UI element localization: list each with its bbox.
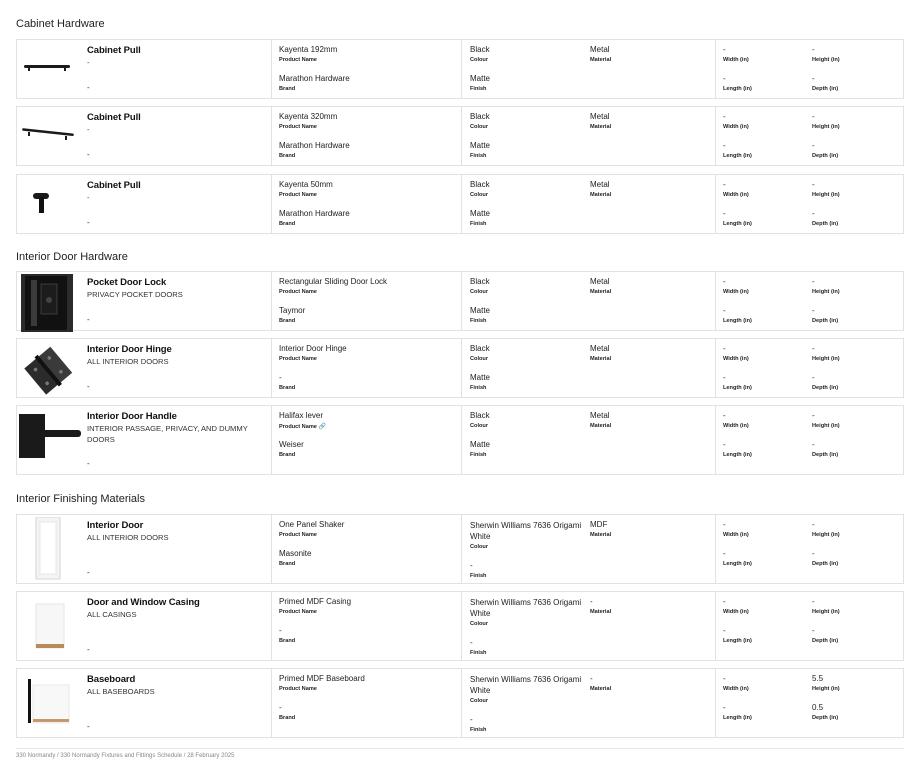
height-label: Height (in) [812, 192, 840, 198]
lever-handle-icon-graphic [19, 408, 81, 466]
finish-value: Matte [470, 440, 491, 449]
column-divider [715, 406, 716, 474]
length-value: - [723, 440, 726, 449]
height-label: Height (in) [812, 57, 840, 63]
column-divider [715, 40, 716, 98]
material-value: Metal [590, 180, 610, 189]
brand-value: Taymor [279, 306, 306, 315]
height-label: Height (in) [812, 124, 840, 130]
material-label: Material [590, 686, 612, 692]
item-location: ALL CASINGS [87, 610, 137, 619]
column-divider [715, 592, 716, 660]
item-name: Cabinet Pull [87, 45, 141, 56]
column-divider [461, 406, 462, 474]
product-name-label: Product Name [279, 124, 317, 130]
item-notes: - [87, 568, 90, 577]
column-divider [461, 592, 462, 660]
length-value: - [723, 549, 726, 558]
schedule-item-card[interactable] [16, 668, 904, 738]
width-value: - [723, 277, 726, 286]
colour-value: Black [470, 277, 490, 286]
height-value: - [812, 112, 815, 121]
finish-label: Finish [470, 221, 487, 227]
length-label: Length (in) [723, 318, 752, 324]
brand-label: Brand [279, 561, 296, 567]
colour-value: Black [470, 344, 490, 353]
material-value: Metal [590, 112, 610, 121]
product-thumbnail [19, 42, 81, 94]
colour-value: Black [470, 411, 490, 420]
brand-value: Marathon Hardware [279, 74, 350, 83]
colour-label: Colour [470, 698, 489, 704]
item-notes: - [87, 645, 90, 654]
product-thumbnail [19, 274, 81, 332]
depth-label: Depth (in) [812, 153, 839, 159]
product-name-value: Kayenta 50mm [279, 180, 333, 189]
item-location: - [87, 193, 90, 202]
section-title: Interior Finishing Materials [16, 493, 145, 505]
material-label: Material [590, 57, 612, 63]
width-label: Width (in) [723, 686, 749, 692]
shaker-door-icon [19, 517, 81, 581]
column-divider [271, 592, 272, 660]
material-value: Metal [590, 411, 610, 420]
brand-label: Brand [279, 452, 296, 458]
height-value: - [812, 597, 815, 606]
schedule-item-card[interactable] [16, 514, 904, 584]
colour-value: Black [470, 112, 490, 121]
baseboard-icon-graphic [19, 671, 81, 735]
height-value: - [812, 411, 815, 420]
material-label: Material [590, 192, 612, 198]
product-thumbnail [19, 594, 81, 658]
hinge-icon [19, 341, 81, 399]
product-name-value: Kayenta 192mm [279, 45, 338, 54]
height-label: Height (in) [812, 686, 840, 692]
baseboard-icon [19, 671, 81, 735]
item-location: ALL BASEBOARDS [87, 687, 155, 696]
column-divider [271, 406, 272, 474]
finish-label: Finish [470, 650, 487, 656]
colour-label: Colour [470, 289, 489, 295]
item-notes: - [87, 218, 90, 227]
column-divider [715, 669, 716, 737]
knob-pull-icon [19, 177, 81, 229]
product-name-value: Halifax lever [279, 411, 324, 420]
depth-label: Depth (in) [812, 452, 839, 458]
height-label: Height (in) [812, 289, 840, 295]
column-divider [271, 515, 272, 583]
section-title: Interior Door Hardware [16, 251, 128, 263]
finish-value: Matte [470, 373, 491, 382]
width-label: Width (in) [723, 289, 749, 295]
column-divider [271, 175, 272, 233]
brand-label: Brand [279, 221, 296, 227]
product-thumbnail [19, 408, 81, 466]
product-name-label: Product Name [279, 686, 317, 692]
footer-divider [16, 748, 904, 749]
item-notes: - [87, 315, 90, 324]
short-bar-pull-icon [19, 42, 81, 94]
finish-value: Matte [470, 141, 491, 150]
colour-label: Colour [470, 57, 489, 63]
item-name: Door and Window Casing [87, 597, 200, 608]
item-notes: - [87, 150, 90, 159]
item-location: INTERIOR PASSAGE, PRIVACY, AND DUMMY DOORS [87, 424, 248, 444]
product-name-label-text: Product Name [279, 424, 317, 430]
length-label: Length (in) [723, 561, 752, 567]
length-label: Length (in) [723, 638, 752, 644]
column-divider [271, 669, 272, 737]
material-value: MDF [590, 520, 608, 529]
short-bar-pull-icon-graphic [19, 42, 81, 94]
column-divider [715, 339, 716, 397]
product-name-label [279, 423, 326, 430]
depth-value: - [812, 373, 815, 382]
material-value: - [590, 674, 593, 683]
colour-label: Colour [470, 124, 489, 130]
product-name-value: Kayenta 320mm [279, 112, 338, 121]
width-value: - [723, 674, 726, 683]
length-label: Length (in) [723, 221, 752, 227]
colour-value: Sherwin Williams 7636 Origami White [470, 598, 582, 618]
schedule-item-card[interactable] [16, 271, 904, 331]
depth-label: Depth (in) [812, 638, 839, 644]
width-label: Width (in) [723, 57, 749, 63]
length-value: - [723, 141, 726, 150]
length-label: Length (in) [723, 452, 752, 458]
long-bar-pull-icon [19, 109, 81, 161]
brand-value: Weiser [279, 440, 304, 449]
schedule-item-card[interactable] [16, 591, 904, 661]
item-location: ALL INTERIOR DOORS [87, 357, 169, 366]
width-value: - [723, 520, 726, 529]
column-divider [461, 515, 462, 583]
height-label: Height (in) [812, 356, 840, 362]
depth-value: - [812, 141, 815, 150]
height-value: - [812, 180, 815, 189]
lever-handle-icon [19, 408, 81, 466]
width-value: - [723, 597, 726, 606]
depth-label: Depth (in) [812, 86, 839, 92]
length-label: Length (in) [723, 86, 752, 92]
schedule-item-card[interactable] [16, 39, 904, 99]
colour-value: Sherwin Williams 7636 Origami White [470, 675, 582, 695]
casing-icon [19, 594, 81, 658]
width-value: - [723, 411, 726, 420]
item-location: ALL INTERIOR DOORS [87, 533, 169, 542]
brand-label: Brand [279, 385, 296, 391]
schedule-item-card[interactable] [16, 338, 904, 398]
product-name-label: Product Name [279, 356, 317, 362]
width-label: Width (in) [723, 192, 749, 198]
height-label: Height (in) [812, 532, 840, 538]
item-notes: - [87, 382, 90, 391]
finish-value: Matte [470, 209, 491, 218]
item-location: - [87, 58, 90, 67]
colour-label: Colour [470, 621, 489, 627]
finish-label: Finish [470, 573, 487, 579]
brand-value: Marathon Hardware [279, 141, 350, 150]
depth-label: Depth (in) [812, 715, 839, 721]
product-name-value: One Panel Shaker [279, 520, 345, 529]
item-location: - [87, 125, 90, 134]
depth-value: - [812, 440, 815, 449]
product-thumbnail [19, 177, 81, 229]
finish-value: Matte [470, 306, 491, 315]
finish-label: Finish [470, 385, 487, 391]
material-value: Metal [590, 344, 610, 353]
colour-value: Black [470, 180, 490, 189]
finish-value: - [470, 715, 473, 724]
column-divider [715, 515, 716, 583]
finish-label: Finish [470, 153, 487, 159]
item-name: Baseboard [87, 674, 136, 685]
brand-value: Masonite [279, 549, 312, 558]
column-divider [271, 40, 272, 98]
product-thumbnail [19, 341, 81, 399]
product-name-label: Product Name [279, 532, 317, 538]
product-name-label: Product Name [279, 609, 317, 615]
depth-value: - [812, 209, 815, 218]
length-label: Length (in) [723, 153, 752, 159]
column-divider [461, 175, 462, 233]
casing-icon-graphic [19, 594, 81, 658]
depth-label: Depth (in) [812, 561, 839, 567]
product-thumbnail [19, 109, 81, 161]
depth-label: Depth (in) [812, 221, 839, 227]
height-label: Height (in) [812, 609, 840, 615]
material-value: - [590, 597, 593, 606]
length-value: - [723, 626, 726, 635]
column-divider [271, 107, 272, 165]
column-divider [715, 175, 716, 233]
length-label: Length (in) [723, 715, 752, 721]
depth-label: Depth (in) [812, 385, 839, 391]
schedule-item-card[interactable] [16, 106, 904, 166]
product-name-value: Rectangular Sliding Door Lock [279, 277, 388, 286]
section-title: Cabinet Hardware [16, 18, 105, 30]
depth-value: - [812, 74, 815, 83]
material-label: Material [590, 532, 612, 538]
width-value: - [723, 180, 726, 189]
width-label: Width (in) [723, 124, 749, 130]
finish-value: - [470, 638, 473, 647]
column-divider [461, 40, 462, 98]
item-notes: - [87, 459, 90, 468]
brand-value: - [279, 373, 282, 382]
product-name-label: Product Name [279, 57, 317, 63]
material-value: Metal [590, 277, 610, 286]
item-name: Interior Door Handle [87, 411, 177, 422]
schedule-item-card[interactable] [16, 174, 904, 234]
item-location: PRIVACY POCKET DOORS [87, 290, 183, 299]
finish-label: Finish [470, 318, 487, 324]
finish-label: Finish [470, 727, 487, 733]
brand-label: Brand [279, 318, 296, 324]
long-bar-pull-icon-graphic [19, 109, 81, 161]
length-value: - [723, 209, 726, 218]
column-divider [271, 272, 272, 330]
product-name-value: Primed MDF Casing [279, 597, 352, 606]
depth-value: 0.5 [812, 703, 824, 712]
height-value: - [812, 520, 815, 529]
height-value: 5.5 [812, 674, 824, 683]
item-name: Pocket Door Lock [87, 277, 167, 288]
schedule-item-card[interactable] [16, 405, 904, 475]
colour-value: Black [470, 45, 490, 54]
width-label: Width (in) [723, 609, 749, 615]
material-label: Material [590, 289, 612, 295]
knob-pull-icon-graphic [19, 177, 81, 229]
material-value: Metal [590, 45, 610, 54]
length-value: - [723, 703, 726, 712]
column-divider [715, 272, 716, 330]
pocket-lock-icon [19, 274, 81, 332]
page-footer: 330 Normandy / 330 Normandy Fixtures and Fittings Schedule / 28 February 2025 [16, 753, 235, 759]
product-thumbnail [19, 671, 81, 735]
colour-label: Colour [470, 192, 489, 198]
width-label: Width (in) [723, 356, 749, 362]
depth-value: - [812, 306, 815, 315]
column-divider [461, 107, 462, 165]
brand-value: - [279, 703, 282, 712]
column-divider [461, 272, 462, 330]
pocket-lock-icon-graphic [19, 274, 81, 332]
length-value: - [723, 373, 726, 382]
link-icon[interactable]: 🔗 [318, 424, 327, 430]
column-divider [715, 107, 716, 165]
length-label: Length (in) [723, 385, 752, 391]
width-label: Width (in) [723, 532, 749, 538]
finish-label: Finish [470, 86, 487, 92]
product-name-value: Interior Door Hinge [279, 344, 347, 353]
width-label: Width (in) [723, 423, 749, 429]
length-value: - [723, 74, 726, 83]
width-value: - [723, 344, 726, 353]
product-name-label: Product Name [279, 289, 317, 295]
brand-label: Brand [279, 638, 296, 644]
brand-value: Marathon Hardware [279, 209, 350, 218]
hinge-icon-graphic [19, 341, 81, 399]
column-divider [461, 339, 462, 397]
finish-value: Matte [470, 74, 491, 83]
product-thumbnail [19, 517, 81, 581]
column-divider [271, 339, 272, 397]
material-label: Material [590, 124, 612, 130]
item-name: Cabinet Pull [87, 180, 141, 191]
depth-label: Depth (in) [812, 318, 839, 324]
depth-value: - [812, 549, 815, 558]
height-label: Height (in) [812, 423, 840, 429]
colour-label: Colour [470, 544, 489, 550]
shaker-door-icon-graphic [19, 517, 81, 581]
item-name: Interior Door Hinge [87, 344, 172, 355]
height-value: - [812, 344, 815, 353]
item-notes: - [87, 722, 90, 731]
brand-label: Brand [279, 715, 296, 721]
width-value: - [723, 45, 726, 54]
length-value: - [723, 306, 726, 315]
height-value: - [812, 45, 815, 54]
item-name: Cabinet Pull [87, 112, 141, 123]
material-label: Material [590, 356, 612, 362]
depth-value: - [812, 626, 815, 635]
product-name-label: Product Name [279, 192, 317, 198]
colour-label: Colour [470, 356, 489, 362]
colour-label: Colour [470, 423, 489, 429]
colour-value: Sherwin Williams 7636 Origami White [470, 521, 582, 541]
brand-label: Brand [279, 153, 296, 159]
product-name-value: Primed MDF Baseboard [279, 674, 365, 683]
column-divider [461, 669, 462, 737]
brand-value: - [279, 626, 282, 635]
item-name: Interior Door [87, 520, 144, 531]
item-notes: - [87, 83, 90, 92]
finish-label: Finish [470, 452, 487, 458]
material-label: Material [590, 423, 612, 429]
brand-label: Brand [279, 86, 296, 92]
width-value: - [723, 112, 726, 121]
material-label: Material [590, 609, 612, 615]
height-value: - [812, 277, 815, 286]
finish-value: - [470, 561, 473, 570]
